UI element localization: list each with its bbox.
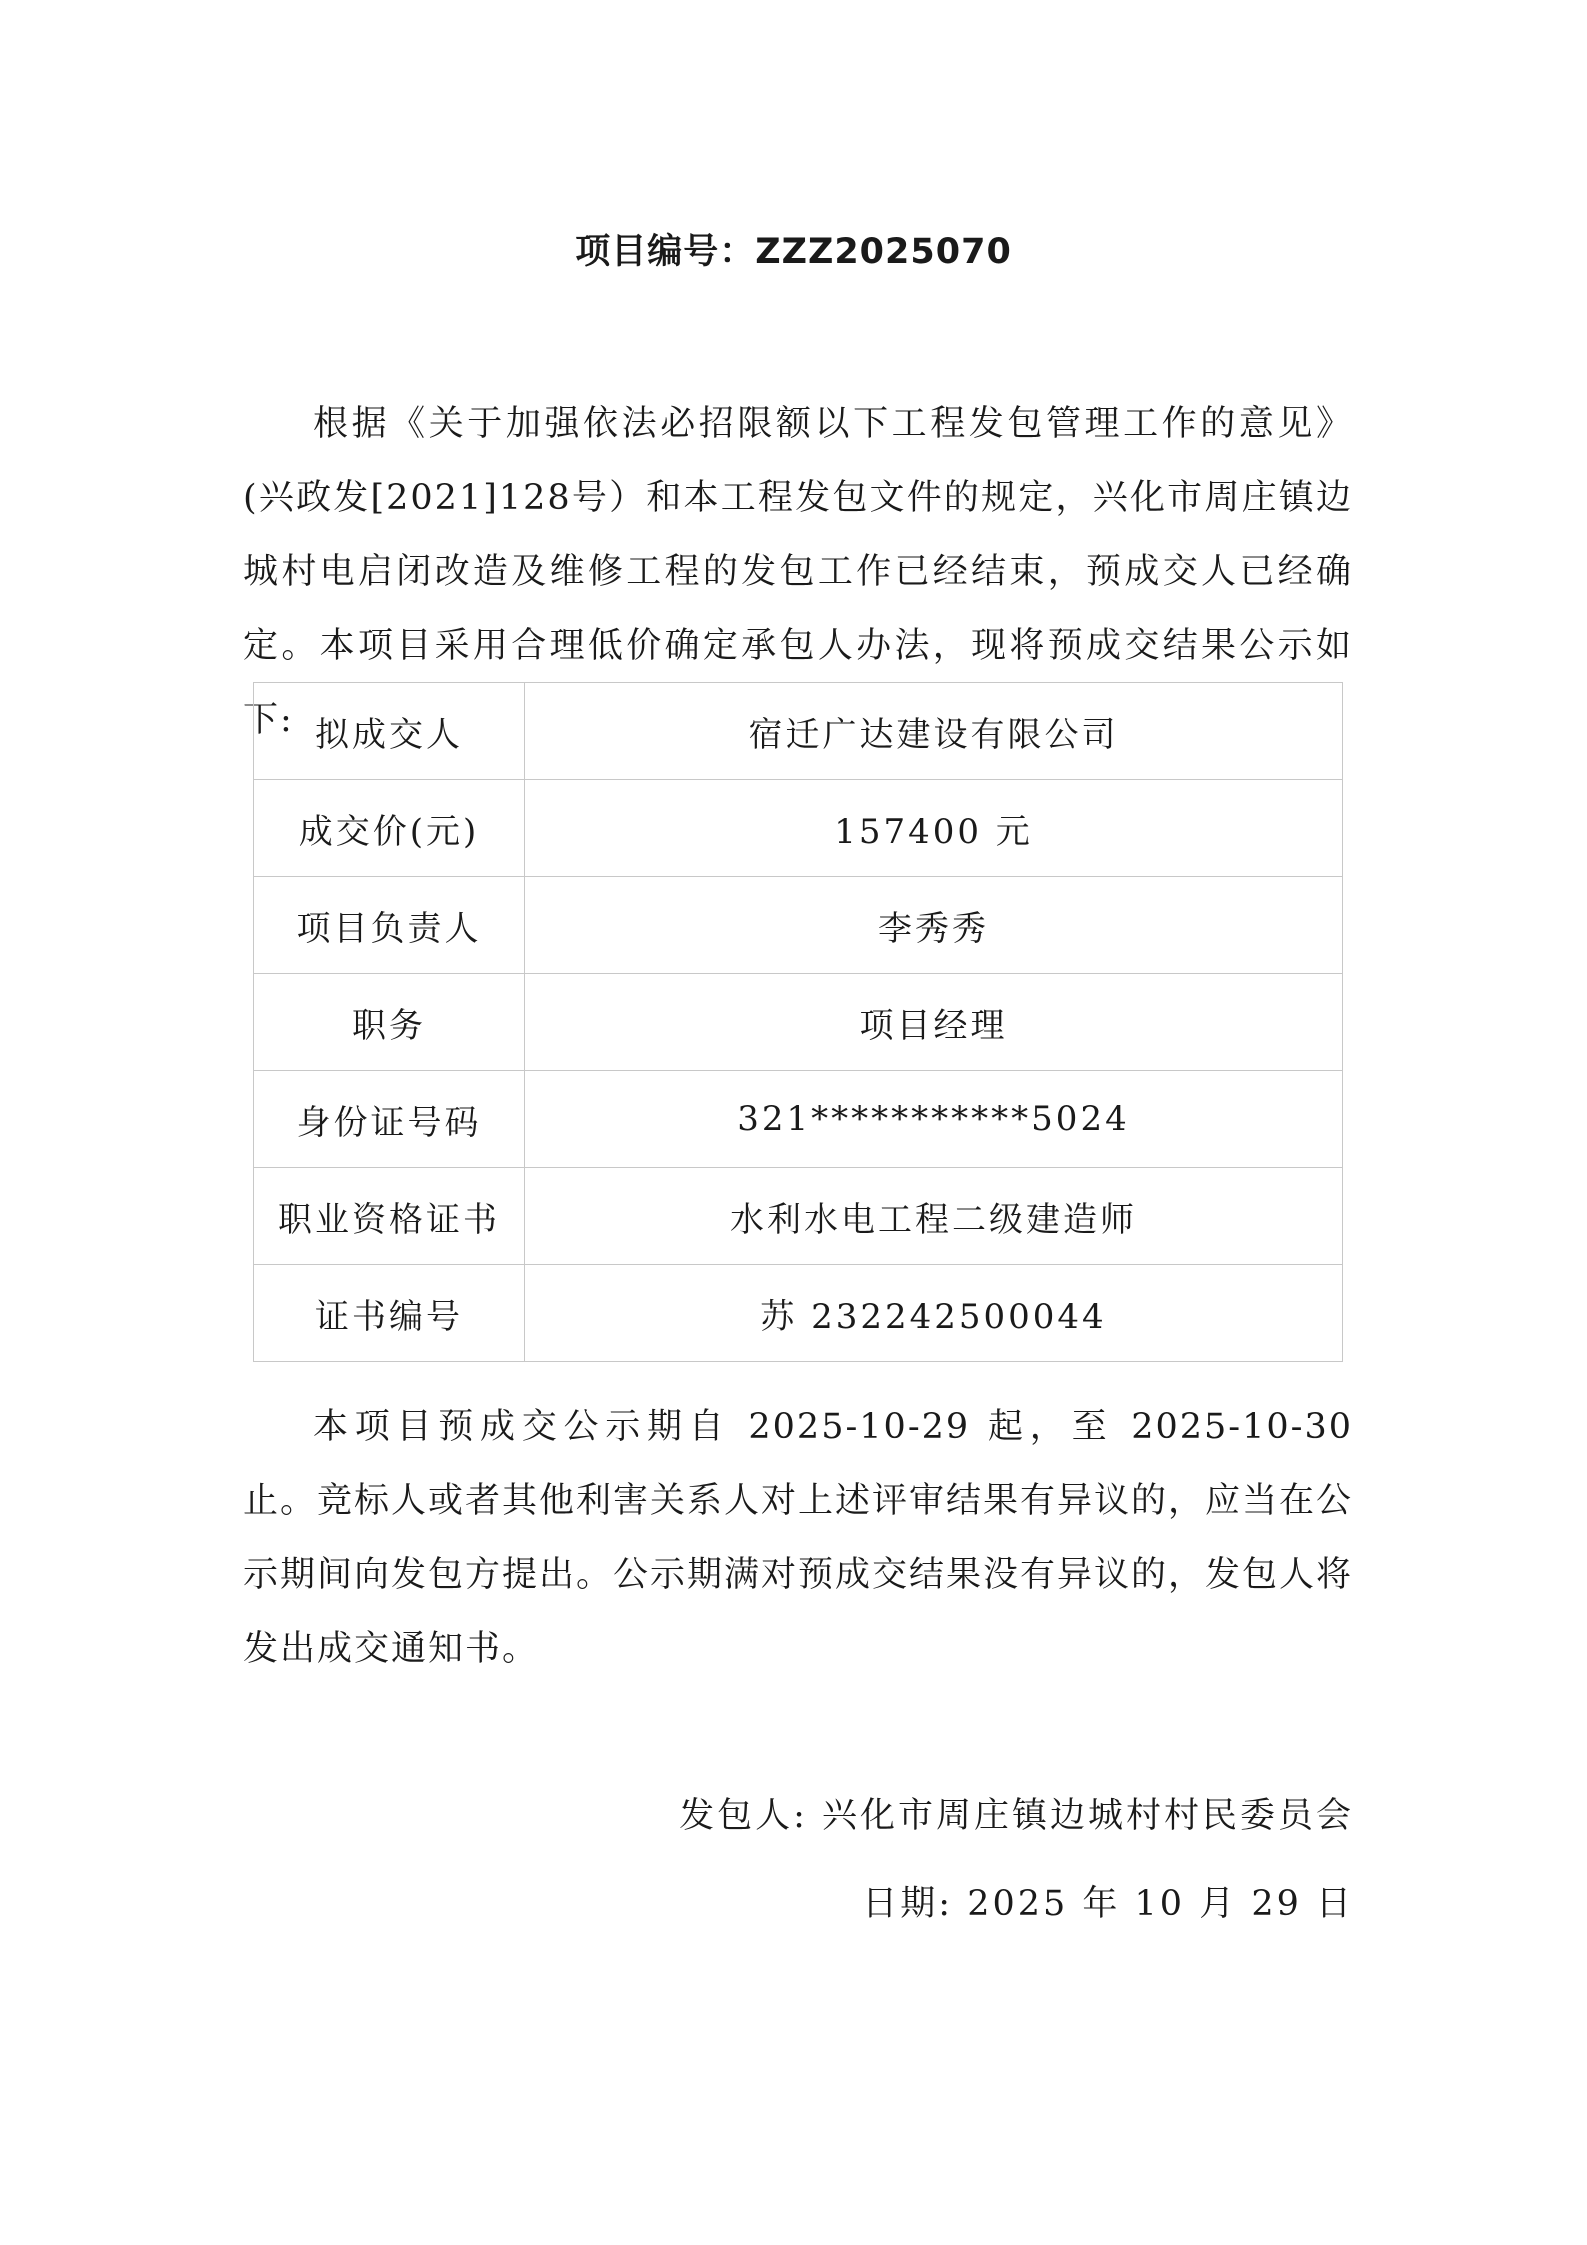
row-value-id-number: 321***********5024	[525, 1071, 1343, 1168]
row-value-project-manager: 李秀秀	[525, 877, 1343, 974]
row-value-certificate-number: 苏 232242500044	[525, 1265, 1343, 1362]
table-row	[254, 780, 1343, 877]
row-label-certificate-number: 证书编号	[254, 1265, 525, 1362]
row-value-qualification: 水利水电工程二级建造师	[525, 1168, 1343, 1265]
table-row	[254, 1071, 1343, 1168]
project-number-title: 项目编号：ZZZ2025070	[575, 232, 1012, 272]
date-line: 日期: 2025 年 10 月 29 日	[862, 1884, 1354, 1924]
table-row	[254, 974, 1343, 1071]
pre-award-result-table	[253, 682, 1343, 1362]
table-row	[254, 683, 1343, 780]
table-row	[254, 877, 1343, 974]
notice-paragraph: 本项目预成交公示期自 2025-10-29 起，至 2025-10-30 止。竞标人或者其他利害关系人对上述评审结果有异议的，应当在公示期间向发包方提出。公示期满对预成交结果没有异议的，发包人将发出成交通知书。	[243, 1407, 1354, 1669]
intro-paragraph: 根据《关于加强依法必招限额以下工程发包管理工作的意见》(兴政发[2021]128号）和本工程发包文件的规定，兴化市周庄镇边城村电启闭改造及维修工程的发包工作已经结束，预成交人已经确定。本项目采用合理低价确定承包人办法，现将预成交结果公示如下:	[243, 404, 1353, 740]
row-value-price: 157400 元	[525, 780, 1343, 877]
row-label-project-manager: 项目负责人	[254, 877, 525, 974]
row-label-id-number: 身份证号码	[254, 1071, 525, 1168]
row-label-winner: 拟成交人	[254, 683, 525, 780]
table-row	[254, 1265, 1343, 1362]
row-value-winner: 宿迁广达建设有限公司	[525, 683, 1343, 780]
row-value-position: 项目经理	[525, 974, 1343, 1071]
row-label-price: 成交价(元)	[254, 780, 525, 877]
row-label-position: 职务	[254, 974, 525, 1071]
issuer-line: 发包人: 兴化市周庄镇边城村村民委员会	[679, 1796, 1354, 1836]
row-label-qualification: 职业资格证书	[254, 1168, 525, 1265]
table-row	[254, 1168, 1343, 1265]
